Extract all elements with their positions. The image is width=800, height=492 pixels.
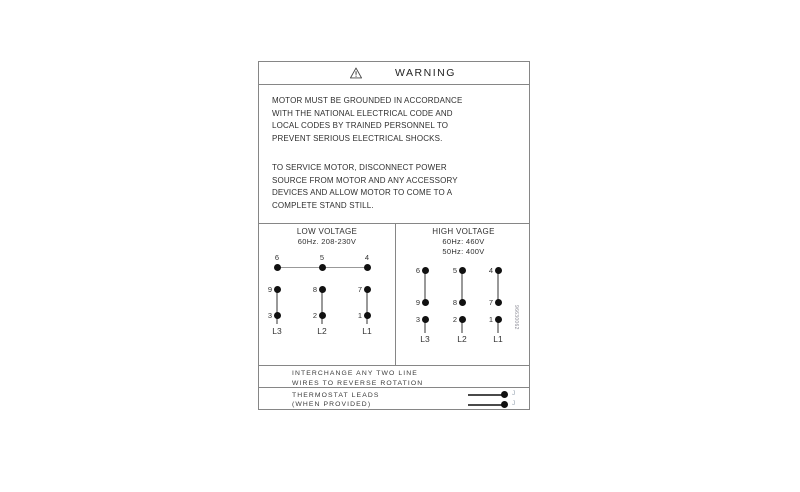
terminal-number: 2 bbox=[312, 311, 317, 320]
line-label: L2 bbox=[317, 326, 327, 336]
terminal-dot bbox=[274, 286, 281, 293]
high-voltage-subtitle-60hz: 60Hz: 460V bbox=[442, 237, 485, 246]
line-label: L1 bbox=[362, 326, 372, 336]
terminal-number: 1 bbox=[357, 311, 362, 320]
body-line: WITH THE NATIONAL ELECTRICAL CODE AND bbox=[272, 108, 453, 118]
terminal-dot bbox=[459, 316, 466, 323]
terminal-dot bbox=[459, 267, 466, 274]
body-line: MOTOR MUST BE GROUNDED IN ACCORDANCE bbox=[272, 96, 463, 105]
thermostat-note-row bbox=[259, 387, 529, 411]
body-line: PREVENT SERIOUS ELECTRICAL SHOCKS. bbox=[272, 133, 443, 143]
line-label: L1 bbox=[493, 334, 503, 344]
body-line: LOCAL CODES BY TRAINED PERSONNEL TO bbox=[272, 121, 449, 130]
thermostat-lead-dot bbox=[501, 401, 508, 408]
terminal-number: 4 bbox=[488, 266, 493, 275]
terminal-dot bbox=[459, 299, 466, 306]
terminal-dot bbox=[274, 312, 281, 319]
body-line: TO SERVICE MOTOR, DISCONNECT POWER bbox=[272, 163, 447, 172]
rotation-note-line: WIRES TO REVERSE ROTATION bbox=[292, 379, 424, 387]
terminal-dot bbox=[495, 316, 502, 323]
terminal-dot bbox=[495, 267, 502, 274]
body-line: DEVICES AND ALLOW MOTOR TO COME TO A bbox=[272, 188, 453, 197]
thermostat-lead-wire bbox=[468, 394, 504, 396]
voltage-section bbox=[259, 223, 529, 365]
terminal-dot bbox=[319, 264, 326, 271]
thermostat-lead-dot bbox=[501, 391, 508, 398]
terminal-number: 3 bbox=[267, 311, 272, 320]
terminal-number: 6 bbox=[415, 266, 420, 275]
terminal-dot bbox=[274, 264, 281, 271]
body-line: COMPLETE STAND STILL. bbox=[272, 200, 374, 210]
terminal-number: 7 bbox=[488, 298, 493, 307]
low-voltage-panel bbox=[259, 224, 396, 366]
line-label: L3 bbox=[420, 334, 430, 344]
grounding-paragraph bbox=[272, 95, 521, 145]
terminal-number: 9 bbox=[415, 298, 420, 307]
motor-warning-label bbox=[258, 61, 530, 410]
low-voltage-title: LOW VOLTAGE bbox=[296, 227, 358, 236]
warning-header bbox=[259, 62, 529, 85]
terminal-dot bbox=[422, 299, 429, 306]
rotation-note-line: INTERCHANGE ANY TWO LINE bbox=[292, 370, 418, 377]
high-voltage-title: HIGH VOLTAGE bbox=[432, 227, 495, 236]
terminal-dot bbox=[319, 312, 326, 319]
thermostat-note-line: (WHEN PROVIDED) bbox=[292, 401, 372, 408]
terminal-number: 8 bbox=[452, 298, 457, 307]
terminal-number: 5 bbox=[452, 266, 457, 275]
terminal-dot bbox=[495, 299, 502, 306]
warning-body bbox=[259, 85, 529, 223]
terminal-dot bbox=[319, 286, 326, 293]
line-label: L2 bbox=[457, 334, 467, 344]
thermostat-note-line: THERMOSTAT LEADS bbox=[292, 391, 380, 399]
rotation-note-row bbox=[259, 365, 529, 387]
body-line: SOURCE FROM MOTOR AND ANY ACCESSORY bbox=[272, 175, 458, 185]
part-number: 96630062 bbox=[513, 305, 519, 330]
warning-title: WARNING bbox=[395, 67, 456, 79]
thermostat-lead-label: J bbox=[512, 390, 517, 397]
terminal-number: 9 bbox=[267, 285, 272, 294]
terminal-number: 4 bbox=[364, 253, 370, 262]
warning-triangle-icon bbox=[349, 66, 363, 80]
line-label: L3 bbox=[272, 326, 282, 336]
terminal-number: 5 bbox=[319, 253, 325, 262]
service-paragraph bbox=[272, 162, 521, 212]
terminal-number: 6 bbox=[274, 253, 280, 262]
terminal-number: 1 bbox=[488, 315, 493, 324]
terminal-number: 2 bbox=[452, 315, 457, 324]
terminal-dot bbox=[364, 286, 371, 293]
terminal-dot bbox=[364, 312, 371, 319]
terminal-dot bbox=[422, 267, 429, 274]
terminal-dot bbox=[422, 316, 429, 323]
terminal-number: 3 bbox=[415, 315, 420, 324]
thermostat-lead-label: J bbox=[512, 400, 517, 407]
high-voltage-subtitle-50hz: 50Hz: 400V bbox=[442, 247, 485, 256]
thermostat-lead-wire bbox=[468, 404, 504, 406]
terminal-number: 8 bbox=[312, 285, 317, 294]
low-voltage-subtitle: 60Hz. 208-230V bbox=[297, 237, 357, 246]
terminal-dot bbox=[364, 264, 371, 271]
terminal-number: 7 bbox=[357, 285, 362, 294]
